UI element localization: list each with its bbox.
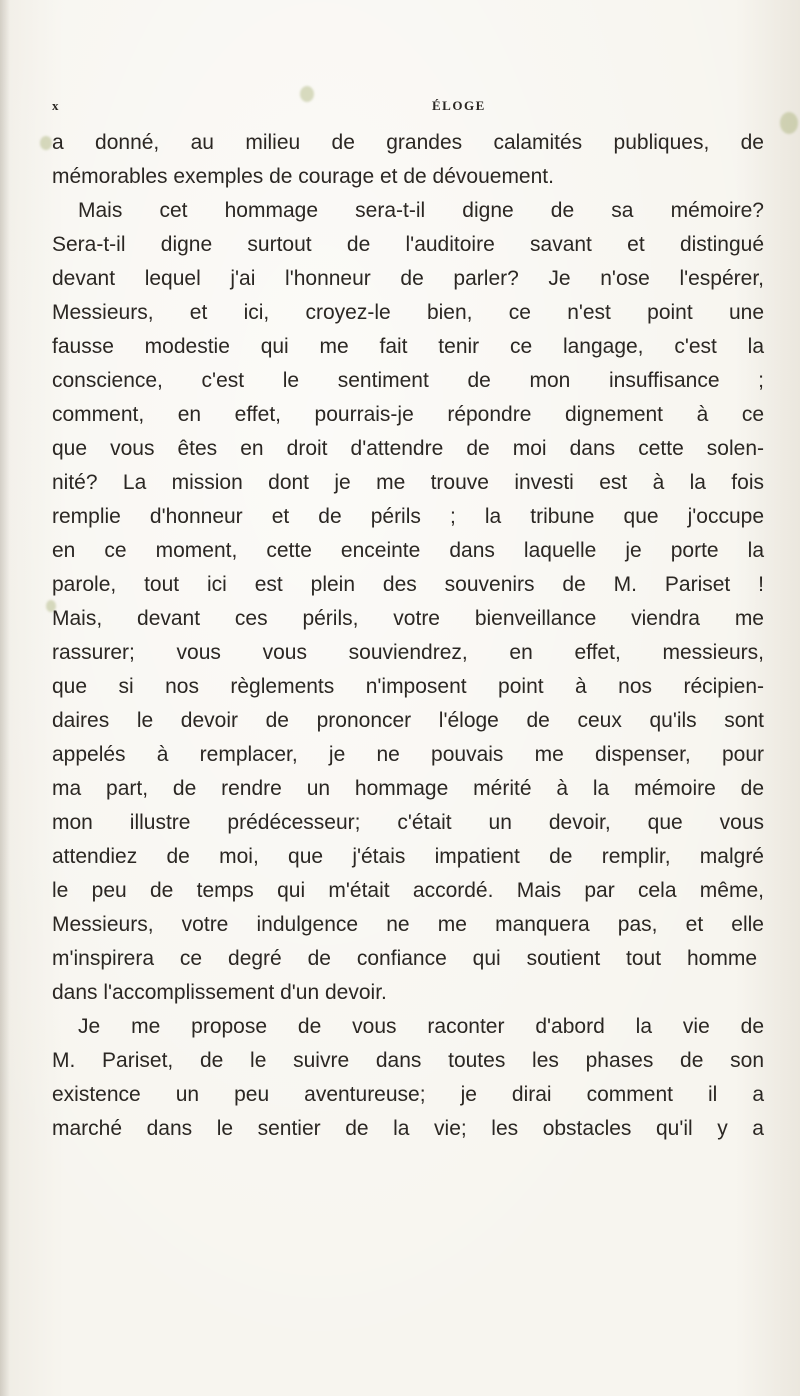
text-line: attendiez de moi, que j'étais impatient de remplir, malgré: [52, 845, 764, 868]
stain-mark: [780, 112, 798, 134]
text-line: appelés à remplacer, je ne pouvais me dispenser, pour: [52, 743, 764, 766]
text-line: Je me propose de vous raconter d'abord la vie de: [78, 1015, 764, 1038]
text-line: Messieurs, et ici, croyez-le bien, ce n'est point une: [52, 301, 764, 324]
page-number: x: [52, 98, 60, 113]
text-line: Mais cet hommage sera-t-il digne de sa mémoire?: [78, 199, 764, 222]
text-line: nité? La mission dont je me trouve investi est à la fois: [52, 471, 764, 494]
text-line: ma part, de rendre un hommage mérité à la mémoire de: [52, 777, 764, 800]
running-head: ÉLOGE: [432, 98, 486, 113]
text-line: fausse modestie qui me fait tenir ce langage, c'est la: [52, 335, 764, 358]
text-line: marché dans le sentier de la vie; les obstacles qu'il y a: [52, 1117, 764, 1140]
stain-mark: [40, 136, 52, 150]
text-line: a donné, au milieu de grandes calamités publiques, de: [52, 131, 764, 154]
page-header: [52, 98, 752, 122]
text-line: mémorables exemples de courage et de dévouement.: [52, 165, 554, 188]
page-gutter-shadow: [0, 0, 10, 1396]
text-line: remplie d'honneur et de périls ; la tribune que j'occupe: [52, 505, 764, 528]
text-line: comment, en effet, pourrais-je répondre dignement à ce: [52, 403, 764, 426]
text-line: m'inspirera ce degré de confiance qui soutient tout homme: [52, 947, 757, 970]
text-line: Messieurs, votre indulgence ne me manquera pas, et elle: [52, 913, 764, 936]
text-line: devant lequel j'ai l'honneur de parler? Je n'ose l'espérer,: [52, 267, 764, 290]
body-text: [52, 126, 764, 1146]
text-line: Sera-t-il digne surtout de l'auditoire savant et distingué: [52, 233, 764, 256]
text-line: que vous êtes en droit d'attendre de moi dans cette solen-: [52, 437, 764, 460]
text-line: M. Pariset, de le suivre dans toutes les phases de son: [52, 1049, 764, 1072]
text-line: que si nos règlements n'imposent point à nos récipien-: [52, 675, 764, 698]
text-line: conscience, c'est le sentiment de mon insuffisance ;: [52, 369, 764, 392]
text-line: existence un peu aventureuse; je dirai comment il a: [52, 1083, 764, 1106]
text-line: mon illustre prédécesseur; c'était un devoir, que vous: [52, 811, 764, 834]
text-line: en ce moment, cette enceinte dans laquelle je porte la: [52, 539, 764, 562]
text-line: parole, tout ici est plein des souvenirs de M. Pariset !: [52, 573, 764, 596]
text-line: rassurer; vous vous souviendrez, en effet, messieurs,: [52, 641, 764, 664]
text-line: dans l'accomplissement d'un devoir.: [52, 981, 387, 1004]
text-line: daires le devoir de prononcer l'éloge de ceux qu'ils sont: [52, 709, 764, 732]
text-line: le peu de temps qui m'était accordé. Mais par cela même,: [52, 879, 764, 902]
text-line: Mais, devant ces périls, votre bienveillance viendra me: [52, 607, 764, 630]
